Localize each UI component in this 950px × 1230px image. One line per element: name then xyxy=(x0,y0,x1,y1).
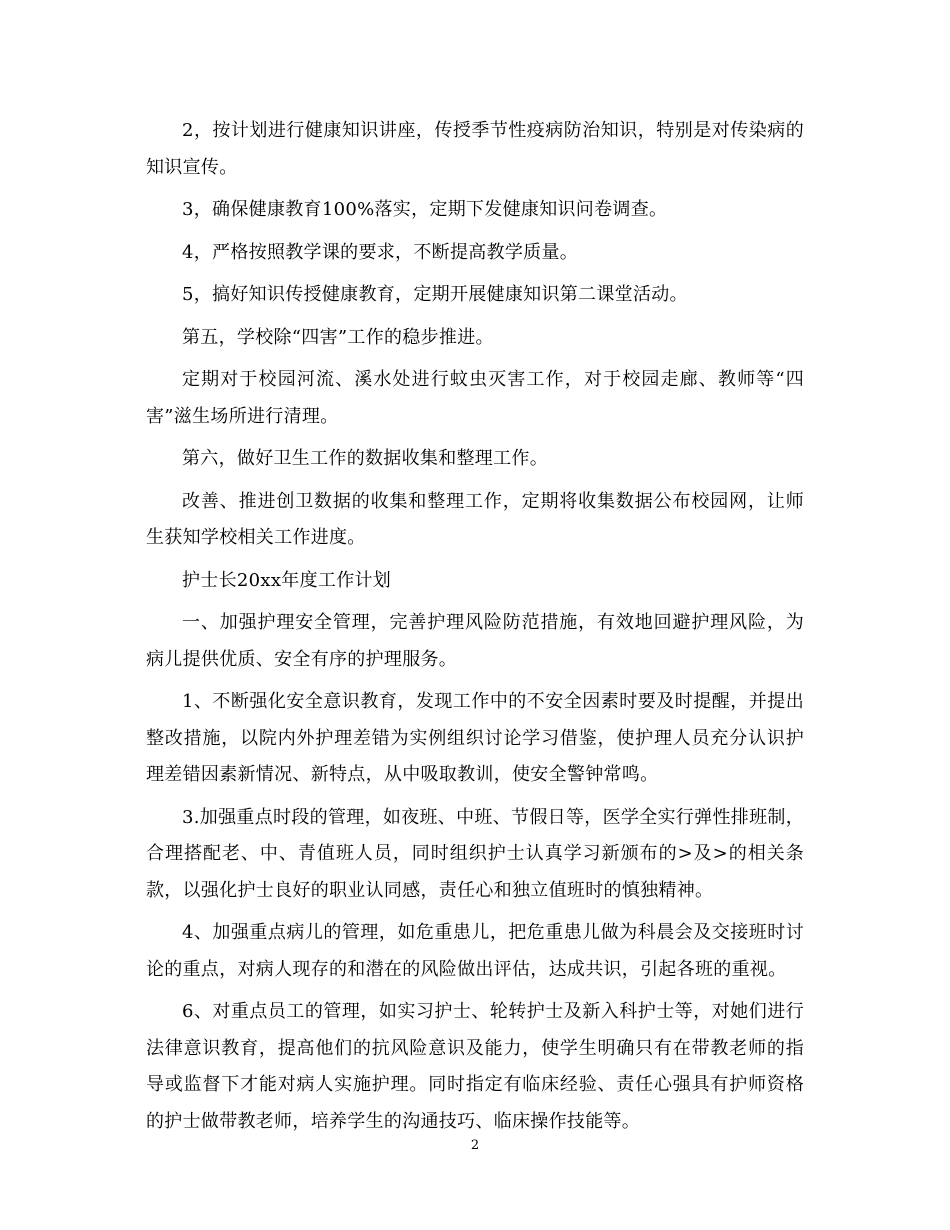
paragraph: 1、不断强化安全意识教育，发现工作中的不安全因素时要及时提醒，并提出整改措施，以院内外护理差错为实例组织讨论学习借鉴，使护理人员充分认识护理差错因素新情况、新特点，从中吸取教训，使安全警钟常鸣。 xyxy=(146,691,804,785)
paragraph: 2，按计划进行健康知识讲座，传授季节性疫病防治知识，特别是对传染病的知识宣传。 xyxy=(146,120,804,178)
paragraph: 改善、推进创卫数据的收集和整理工作，定期将收集数据公布校园网，让师生获知学校相关工作进度。 xyxy=(146,490,804,548)
paragraph: 4，严格按照教学课的要求，不断提高教学质量。 xyxy=(182,241,579,263)
document-title: 护士长20xx年度工作计划 xyxy=(182,569,392,591)
paragraph: 5，搞好知识传授健康教育，定期开展健康知识第二课堂活动。 xyxy=(182,284,688,305)
page-number: 2 xyxy=(470,1138,480,1153)
section-heading: 第六，做好卫生工作的数据收集和整理工作。 xyxy=(182,448,548,469)
section-heading: 第五，学校除“四害”工作的稳步推进。 xyxy=(182,326,494,348)
paragraph: 定期对于校园河流、溪水处进行蚊虫灭害工作，对于校园走廊、教师等“四害”滋生场所进行清理。 xyxy=(146,369,804,427)
paragraph: 3.加强重点时段的管理，如夜班、中班、节假日等，医学全实行弹性排班制，合理搭配老、中、青值班人员，同时组织护士认真学习新颁布的>及>的相关条款，以强化护士良好的职业认同感，责任心和独立值班时的慎独精神。 xyxy=(146,806,804,901)
paragraph: 一、加强护理安全管理，完善护理风险防范措施，有效地回避护理风险，为病儿提供优质、安全有序的护理服务。 xyxy=(146,612,804,670)
paragraph: 3，确保健康教育100%落实，定期下发健康知识问卷调查。 xyxy=(182,199,668,220)
paragraph: 4、加强重点病儿的管理，如危重患儿，把危重患儿做为科晨会及交接班时讨论的重点，对病人现存的和潜在的风险做出评估，达成共识，引起各班的重视。 xyxy=(146,922,804,980)
paragraph: 6、对重点员工的管理，如实习护士、轮转护士及新入科护士等，对她们进行法律意识教育，提高他们的抗风险意识及能力，使学生明确只有在带教老师的指导或监督下才能对病人实施护理。同时指定有临床经验、责任心强具有护师资格的护士做带教老师，培养学生的沟通技巧、临床操作技能等。 xyxy=(146,1001,804,1132)
document-body xyxy=(146,113,804,1146)
